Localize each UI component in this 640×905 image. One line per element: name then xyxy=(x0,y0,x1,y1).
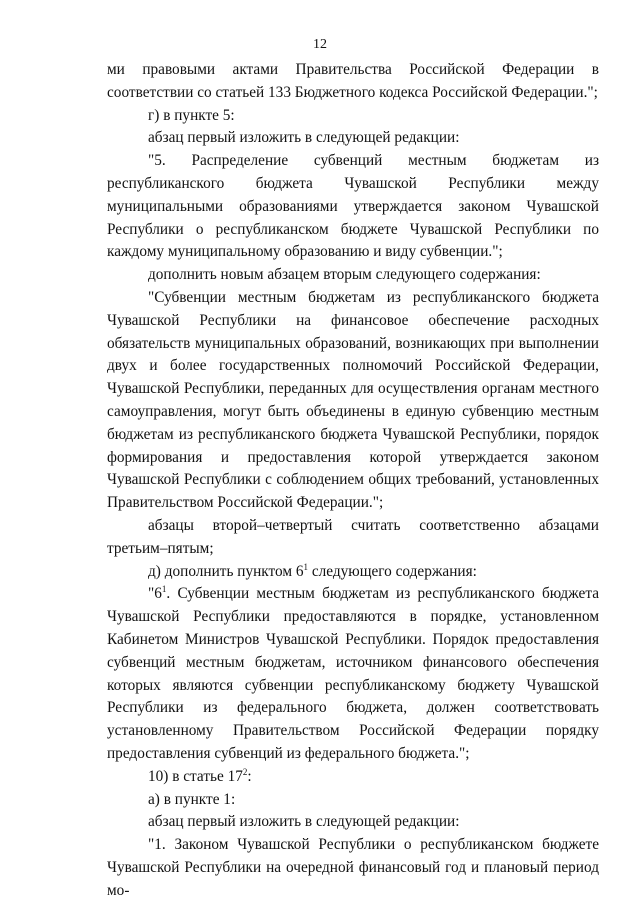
paragraph-text: ми правовыми актами Правительства Российской Федерации в соответствии со статьей 133 Бюджетного кодекса Российской Федерации."; xyxy=(107,61,599,101)
paragraph xyxy=(107,264,599,287)
paragraph xyxy=(107,834,599,902)
superscript: 1 xyxy=(161,584,167,595)
paragraph xyxy=(107,811,599,834)
paragraph xyxy=(107,561,599,584)
superscript: 1 xyxy=(303,561,309,572)
paragraph-text-continued: следующего содержания: xyxy=(308,562,477,580)
paragraph-text: 10) в статье 17 xyxy=(148,767,243,785)
paragraph-text: "6 xyxy=(148,585,162,603)
paragraph-text: "1. Законом Чувашской Республики о республиканском бюджете Чувашской Республики на очередной финансовый год и плановый период мо- xyxy=(107,836,599,899)
superscript: 2 xyxy=(242,766,248,777)
paragraph xyxy=(107,59,599,105)
paragraph xyxy=(107,127,599,150)
paragraph-text: "Субвенции местным бюджетам из республиканского бюджета Чувашской Республики на финансовое обеспечение расходных обязательств муниципальных образований, возникающих при выполнении двух и более государственных полномочий Российской Федерации, Чувашской Республики, переданных для осуществления органам местного самоуправления, могут быть объединены в единую субвенцию местным бюджетам из республиканского бюджета Чувашской Республики, порядок формирования и предоставления которой утверждается законом Чувашской Республики с соблюдением общих требований, установленных Правительством Российской Федерации."; xyxy=(107,288,599,512)
paragraph-text: г) в пункте 5: xyxy=(148,106,235,124)
document-body xyxy=(107,59,599,902)
paragraph-text: а) в пункте 1: xyxy=(148,790,236,808)
page-number: 12 xyxy=(313,37,327,52)
paragraph xyxy=(107,789,599,812)
paragraph-text: абзацы второй–четвертый считать соответственно абзацами третьим–пятым; xyxy=(107,516,599,557)
paragraph xyxy=(107,150,599,264)
paragraph xyxy=(107,515,599,561)
paragraph-text: д) дополнить пунктом 6 xyxy=(148,562,304,580)
paragraph xyxy=(107,287,599,515)
paragraph-text-continued: : xyxy=(247,767,252,785)
paragraph-text: абзац первый изложить в следующей редакции: xyxy=(148,129,460,147)
paragraph xyxy=(107,766,599,789)
paragraph-text: абзац первый изложить в следующей редакции: xyxy=(148,813,460,831)
paragraph-text-continued: . Субвенции местным бюджетам из республиканского бюджета Чувашской Республики предоставляются в порядке, установленном Кабинетом Министров Чувашской Республики. Порядок предоставления субвенций местным бюджетам, источником финансового обеспечения которых являются субвенции республиканскому бюджету Чувашской Республики из федерального бюджета, должен соответствовать установленному Правительством Российской Федерации порядку предоставления субвенций из федерального бюджета."; xyxy=(107,585,599,762)
paragraph xyxy=(107,105,599,128)
paragraph-text: "5. Распределение субвенций местным бюджетам из республиканского бюджета Чувашской Республики между муниципальными образованиями утверждается законом Чувашской Республики о республиканском бюджете Чувашской Республики по каждому муниципальному образованию и виду субвенции."; xyxy=(107,152,599,261)
paragraph-text: дополнить новым абзацем вторым следующего содержания: xyxy=(148,266,541,284)
paragraph xyxy=(107,583,599,765)
